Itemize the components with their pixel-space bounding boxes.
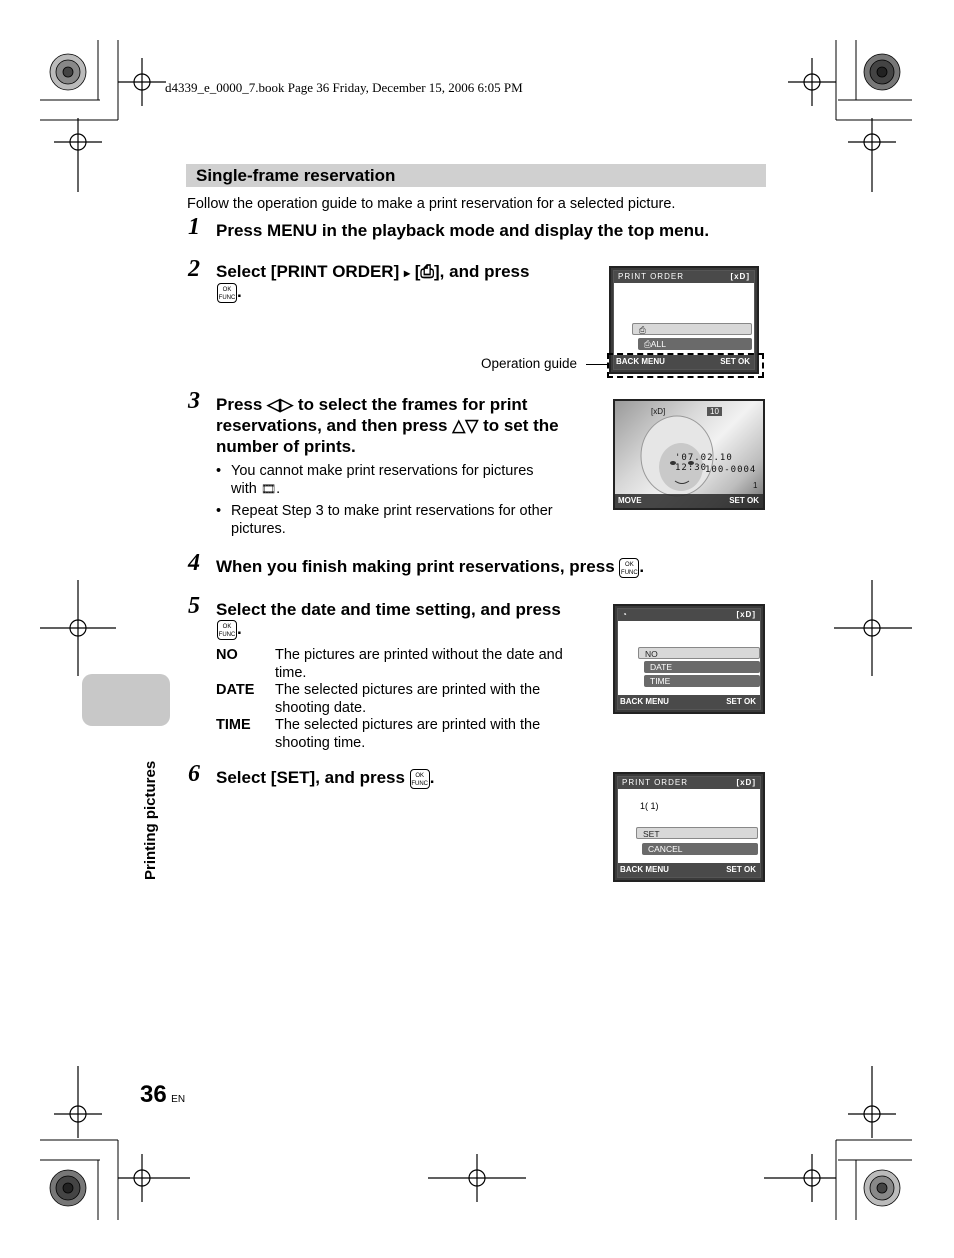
back-label: BACK MENU (616, 357, 665, 366)
page-number-block (140, 1081, 185, 1109)
bullet-2: • Repeat Step 3 to make print reservations for other pictures. (216, 503, 553, 537)
step-1-text-a: Press (216, 221, 268, 240)
step-4-label: When you finish making print reservations, press (216, 557, 620, 576)
bullet-1-line-1: You cannot make print reservations for pictures (231, 463, 534, 479)
step-1-text (216, 220, 709, 241)
option-key: DATE (216, 682, 255, 698)
print-count-value: 1( 1) (640, 801, 659, 811)
step-4-text: When you finish making print reservations, press OK FUNC. (216, 557, 645, 576)
step-3-line-2: reservations, and then press △▽ to set the (216, 416, 559, 435)
option-no (216, 646, 596, 681)
bullet-2-line-2: pictures. (231, 521, 286, 537)
ok-func-icon (410, 769, 430, 789)
set-item: SET (636, 827, 758, 839)
section-title: Single-frame reservation (196, 166, 396, 185)
set-label: SET OK (726, 865, 756, 874)
menu-word: MENU (267, 221, 318, 240)
step-2-number: 2 (188, 256, 200, 282)
step-1-number: 1 (188, 214, 200, 240)
step-6-text: Select [SET], and press OK FUNC. (216, 768, 435, 787)
media-label: [xD] (730, 272, 750, 281)
back-label: BACK MENU (620, 865, 669, 874)
set-label: SET OK (726, 697, 756, 706)
step-4-number: 4 (188, 550, 200, 576)
date-options-list (216, 646, 596, 751)
bullet-1-period: . (276, 481, 281, 497)
file-header: d4339_e_0000_7.book Page 36 Friday, December 15, 2006 6:05 PM (165, 80, 523, 95)
movie-icon: 🎞 (260, 482, 277, 496)
print-single-item: ⎙ (632, 323, 752, 335)
option-desc-1: The selected pictures are printed with the (275, 682, 541, 698)
screen-title: PRINT ORDER (622, 778, 688, 787)
date-time-screen (613, 604, 765, 714)
ok-bottom: FUNC (621, 569, 638, 576)
step-3-number: 3 (188, 388, 200, 414)
intro-text: Follow the operation guide to make a print reservation for a selected picture. (187, 196, 676, 212)
ok-func-icon: OK FUNC. (218, 619, 242, 638)
photo-date: '07.02.10 12:30 (675, 453, 733, 473)
ok-func-icon (619, 558, 639, 578)
page-number: 36 (140, 1081, 167, 1108)
photo-media-label: [xD] (651, 407, 666, 416)
set-label: SET OK (720, 357, 750, 366)
guide-highlight-box (607, 353, 764, 378)
ok-bottom: FUNC (218, 631, 236, 638)
ok-bottom: FUNC (218, 294, 236, 301)
chapter-tab (82, 674, 170, 726)
frame-number: 10 (707, 407, 722, 416)
step-2-text-c: ], and press (434, 262, 530, 281)
option-desc-2: time. (275, 665, 307, 681)
option-desc-2: shooting time. (275, 735, 366, 751)
ok-top: OK (625, 561, 634, 568)
ok-func-icon: OK FUNC. (218, 282, 242, 301)
step-5-text: Select the date and time setting, and press (216, 600, 561, 619)
arrow-right-icon: ▸ (403, 266, 411, 280)
print-icon: ⎙ (420, 262, 435, 281)
step-1-text-b: in the playback mode and display the top menu. (317, 221, 710, 240)
back-label: BACK MENU (620, 697, 669, 706)
ok-top: OK (222, 286, 232, 293)
option-time-item: TIME (644, 675, 760, 687)
step-2-text-b: [ (410, 262, 421, 281)
ok-top: OK (222, 623, 232, 630)
media-label: [xD] (736, 610, 756, 619)
step-3-line-1: Press ◁▷ to select the frames for print (216, 395, 528, 414)
step-6-number: 6 (188, 761, 200, 787)
bullet-1: • You cannot make print reservations for pictures with 🎞. (216, 462, 553, 498)
step-3-bullets (216, 462, 553, 538)
step-3-text (216, 394, 559, 457)
option-time (216, 716, 596, 751)
option-key: TIME (216, 717, 251, 733)
print-all-item: ⎙ALL (638, 338, 752, 350)
option-desc-1: The pictures are printed without the date and (275, 647, 563, 663)
option-desc-1: The selected pictures are printed with the (275, 717, 541, 733)
operation-guide-label: Operation guide (481, 356, 578, 371)
photo-file-number: 100-0004 (705, 465, 757, 475)
photo-screen (613, 399, 765, 510)
step-2-text (216, 261, 529, 284)
step-5-number: 5 (188, 593, 200, 619)
clock-icon: ◔ (622, 610, 628, 619)
option-desc-2: shooting date. (275, 700, 367, 716)
option-key: NO (216, 647, 238, 663)
chapter-label: Printing pictures (142, 760, 159, 880)
option-no-item: NO (638, 647, 760, 659)
media-label: [xD] (736, 778, 756, 787)
option-date (216, 681, 596, 716)
photo-set-label: SET OK (729, 496, 759, 505)
step-2-text-a: Select [PRINT ORDER] (216, 262, 404, 281)
ok-bottom: FUNC (411, 780, 429, 787)
page-lang: EN (171, 1094, 186, 1105)
bullet-2-line-1: Repeat Step 3 to make print reservations for other (231, 503, 553, 519)
confirm-screen (613, 772, 765, 882)
move-label: MOVE (618, 496, 642, 505)
section-header (186, 164, 766, 187)
screen-title: PRINT ORDER (618, 272, 684, 281)
cancel-item: CANCEL (642, 843, 758, 855)
ok-top: OK (415, 772, 425, 779)
step-6-label: Select [SET], and press (216, 768, 410, 787)
option-date-item: DATE (644, 661, 760, 673)
photo-bottom-bar (615, 494, 763, 508)
step-3-line-3: number of prints. (216, 437, 356, 456)
print-count: 1 (753, 481, 758, 490)
guide-pointer-line (586, 364, 608, 365)
bullet-1-line-2: with (231, 481, 261, 497)
